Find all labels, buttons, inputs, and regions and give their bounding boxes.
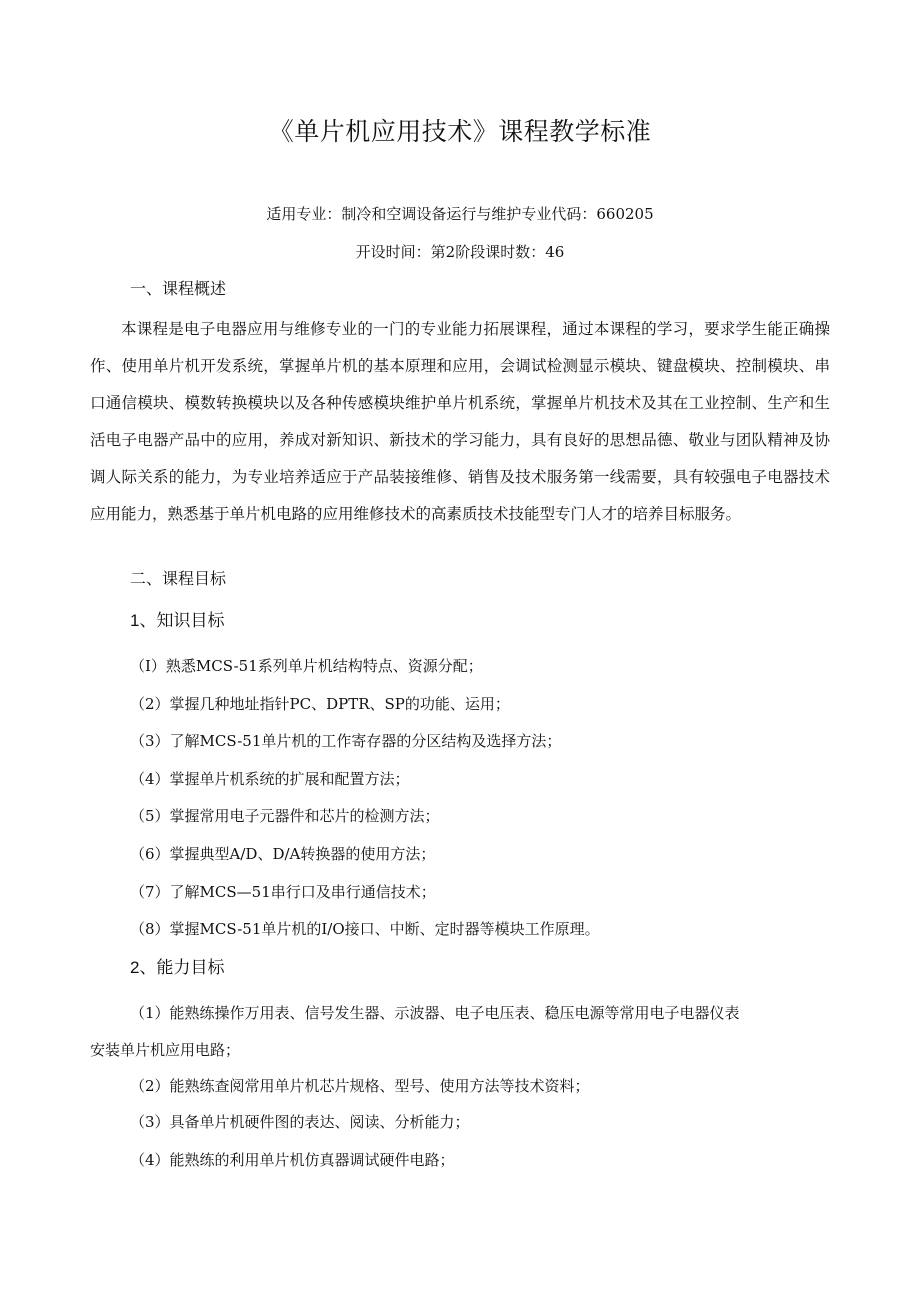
ability-item-1-continuation: 安装单片机应用电路； (90, 1041, 241, 1059)
ability-item-2: （2）能熟练查阅常用单片机芯片规格、型号、使用方法等技术资料； (130, 1077, 590, 1095)
knowledge-goals-list (0, 652, 920, 953)
subheading-knowledge-goals: 1、知识目标 (130, 611, 225, 630)
list-item: （8）掌握MCS-51单片机的I/O接口、中断、定时器等模块工作原理。 (130, 920, 600, 939)
schedule-hours-line: 开设时间：第2阶段课时数：46 (355, 243, 565, 261)
list-item: （2）掌握几种地址指针PC、DPTR、SP的功能、运用； (130, 694, 510, 713)
document-title: 《单片机应用技术》课程教学标准 (268, 117, 652, 146)
section-heading-goals: 二、课程目标 (130, 569, 227, 588)
ability-item-4: （4）能熟练的利用单片机仿真器调试硬件电路； (130, 1151, 455, 1169)
list-item: （3）了解MCS-51单片机的工作寄存器的分区结构及选择方法； (130, 732, 562, 751)
list-item: （4）掌握单片机系统的扩展和配置方法； (130, 769, 410, 788)
applicable-major-line: 适用专业：制冷和空调设备运行与维护专业代码：660205 (266, 205, 654, 223)
subheading-ability-goals: 2、能力目标 (130, 958, 225, 977)
ability-item-1: （1）能熟练操作万用表、信号发生器、示波器、电子电压表、稳压电源等常用电子电器仪表 (130, 1004, 740, 1022)
list-item: （5）掌握常用电子元器件和芯片的检测方法； (130, 807, 440, 826)
overview-paragraph: 本课程是电子电器应用与维修专业的一门的专业能力拓展课程，通过本课程的学习，要求学生能正确操作、使用单片机开发系统，掌握单片机的基本原理和应用，会调试检测显示模块、键盘模块、控制模块、串口通信模块、模数转换模块以及各种传感模块维护单片机系统，掌握单片机技术及其在工业控制、生产和生活电子电器产品中的应用，养成对新知识、新技术的学习能力，具有良好的思想品德、敬业与团队精神及协调人际关系的能力，为专业培养适应于产品装接维修、销售及技术服务第一线需要，具有较强电子电器技术应用能力，熟悉基于单片机电路的应用维修技术的高素质技术技能型专门人才的培养目标服务。 (90, 320, 830, 523)
list-item: （6）掌握典型A/D、D/A转换器的使用方法； (130, 844, 436, 863)
list-item: （I）熟悉MCS-51系列单片机结构特点、资源分配； (130, 657, 483, 675)
section-heading-overview: 一、课程概述 (130, 279, 227, 298)
list-item: （7）了解MCS—51串行口及串行通信技术； (130, 882, 436, 901)
ability-item-3: （3）具备单片机硬件图的表达、阅读、分析能力； (130, 1113, 470, 1131)
